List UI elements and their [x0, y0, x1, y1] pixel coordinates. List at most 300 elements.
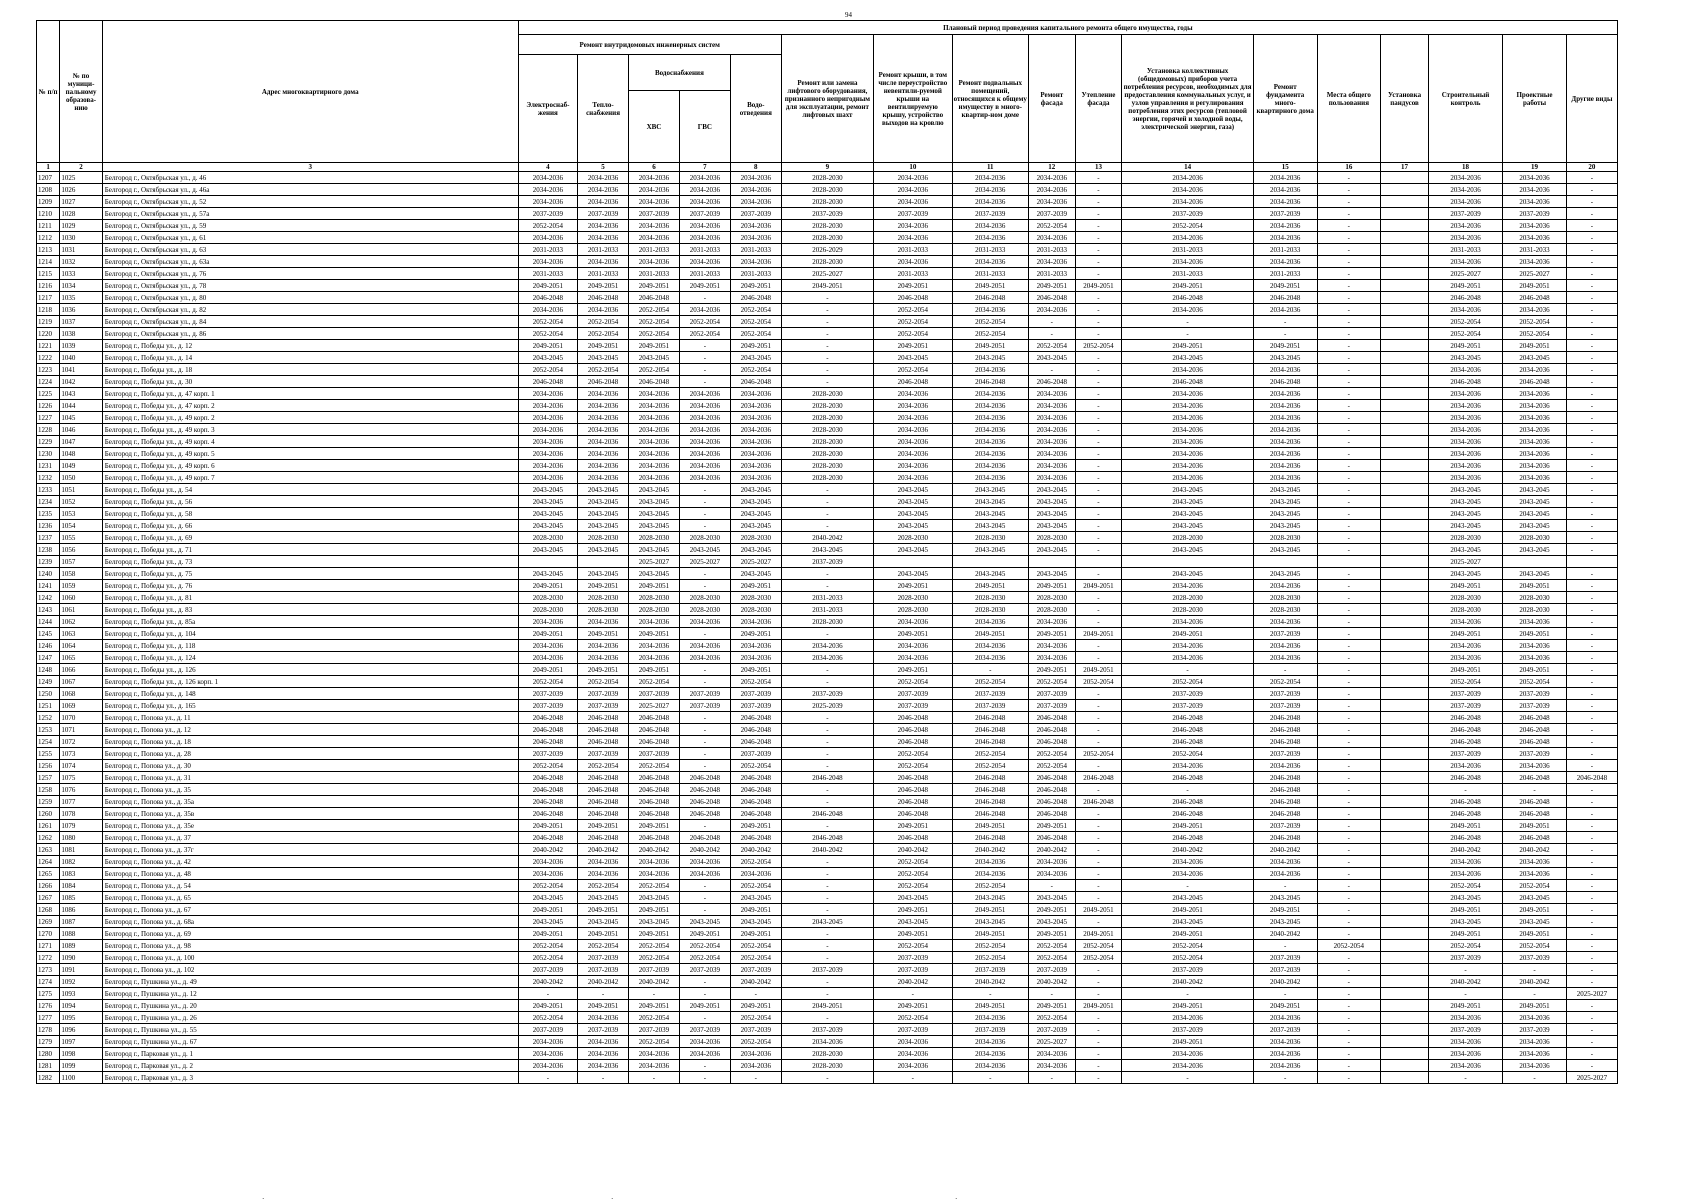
table-cell: 2031-2033: [1503, 244, 1567, 256]
table-cell: 1100: [60, 1072, 102, 1084]
table-cell: 2034-2036: [1253, 760, 1317, 772]
table-cell: 2031-2033: [952, 244, 1028, 256]
table-cell: 2049-2051: [952, 820, 1028, 832]
table-cell: -: [1075, 208, 1122, 220]
table-cell: 2034-2036: [1428, 424, 1502, 436]
table-cell: 1083: [60, 868, 102, 880]
table-cell: 2031-2033: [781, 592, 873, 604]
table-cell: 2043-2045: [578, 484, 629, 496]
table-cell: 2028-2030: [730, 604, 781, 616]
table-cell: 1280: [37, 1048, 60, 1060]
table-cell: 2034-2036: [1122, 652, 1254, 664]
table-cell: 2049-2051: [730, 580, 781, 592]
header-drainage: Водо-отведения: [730, 55, 781, 163]
scan-mark: ·: [611, 1195, 614, 1203]
table-cell: -: [1317, 1012, 1381, 1024]
table-cell: -: [1566, 352, 1617, 364]
table-cell: -: [679, 904, 730, 916]
table-cell: -: [1075, 472, 1122, 484]
table-cell: 2034-2036: [1122, 196, 1254, 208]
table-cell: 1077: [60, 796, 102, 808]
table-cell: 2034-2036: [730, 448, 781, 460]
table-cell: -: [1317, 328, 1381, 340]
table-row: [37, 376, 1618, 388]
table-cell: 2046-2048: [1428, 724, 1502, 736]
table-cell: -: [1317, 964, 1381, 976]
table-cell: 2040-2042: [1428, 976, 1502, 988]
table-cell: 2049-2051: [518, 340, 577, 352]
table-cell: 2034-2036: [518, 232, 577, 244]
table-cell: 2049-2051: [952, 580, 1028, 592]
table-cell: -: [1566, 712, 1617, 724]
table-cell: 2034-2036: [874, 232, 953, 244]
table-cell: 2046-2048: [578, 808, 629, 820]
table-cell: 2034-2036: [1028, 256, 1075, 268]
table-cell: 2034-2036: [518, 868, 577, 880]
table-cell: 2049-2051: [578, 628, 629, 640]
table-cell: [1381, 352, 1429, 364]
table-cell: 2046-2048: [730, 736, 781, 748]
table-cell: 2034-2036: [679, 412, 730, 424]
table-cell: -: [1566, 424, 1617, 436]
table-cell: -: [1317, 904, 1381, 916]
header-basement: Ремонт подвальных помещений, относящихся к общему имуществу в много-квартир-ном доме: [952, 35, 1028, 163]
table-cell: 2025-2027: [1566, 1072, 1617, 1084]
address-cell: Белгород г., Пушкина ул., д. 55: [102, 1024, 518, 1036]
table-cell: 2052-2054: [1028, 952, 1075, 964]
table-cell: 2046-2048: [1028, 292, 1075, 304]
table-cell: 2049-2051: [874, 628, 953, 640]
table-cell: 2052-2054: [1317, 940, 1381, 952]
table-cell: 2043-2045: [578, 916, 629, 928]
address-cell: Белгород г., Попова ул., д. 69: [102, 928, 518, 940]
table-row: [37, 928, 1618, 940]
table-cell: -: [1317, 220, 1381, 232]
table-cell: 2034-2036: [874, 472, 953, 484]
table-cell: 2034-2036: [730, 232, 781, 244]
table-cell: 2034-2036: [578, 640, 629, 652]
table-cell: 2040-2042: [518, 844, 577, 856]
table-cell: 2034-2036: [578, 232, 629, 244]
address-cell: Белгород г., Победы ул., д. 56: [102, 496, 518, 508]
table-cell: 2034-2036: [1503, 436, 1567, 448]
address-cell: Белгород г., Победы ул., д. 30: [102, 376, 518, 388]
table-cell: 2043-2045: [1503, 496, 1567, 508]
table-cell: 2040-2042: [1122, 976, 1254, 988]
table-cell: 2034-2036: [1122, 256, 1254, 268]
table-cell: 2034-2036: [518, 400, 577, 412]
table-cell: 2046-2048: [781, 808, 873, 820]
table-cell: 2034-2036: [1253, 1036, 1317, 1048]
table-cell: 2049-2051: [578, 280, 629, 292]
table-cell: 2049-2051: [629, 664, 680, 676]
table-cell: 2034-2036: [952, 196, 1028, 208]
table-cell: -: [781, 880, 873, 892]
table-cell: 2046-2048: [1253, 736, 1317, 748]
table-cell: -: [1317, 400, 1381, 412]
table-cell: [1381, 520, 1429, 532]
table-cell: -: [1075, 988, 1122, 1000]
address-cell: Белгород г., Попова ул., д. 11: [102, 712, 518, 724]
table-cell: 2034-2036: [1428, 388, 1502, 400]
table-cell: 2028-2030: [1122, 592, 1254, 604]
table-cell: 1028: [60, 208, 102, 220]
table-cell: 2034-2036: [952, 856, 1028, 868]
table-cell: -: [1075, 712, 1122, 724]
table-cell: 1271: [37, 940, 60, 952]
table-row: [37, 556, 1618, 568]
table-cell: 2052-2054: [874, 940, 953, 952]
table-cell: 2052-2054: [730, 1036, 781, 1048]
table-cell: -: [679, 508, 730, 520]
table-cell: 2034-2036: [1253, 580, 1317, 592]
table-cell: 2034-2036: [952, 868, 1028, 880]
table-cell: 2034-2036: [952, 172, 1028, 184]
table-row: [37, 964, 1618, 976]
table-row: [37, 796, 1618, 808]
table-cell: 2037-2039: [629, 748, 680, 760]
address-cell: Белгород г., Попова ул., д. 54: [102, 880, 518, 892]
table-cell: -: [952, 1072, 1028, 1084]
table-cell: 2046-2048: [874, 772, 953, 784]
table-cell: 2043-2045: [730, 484, 781, 496]
table-cell: 2049-2051: [1028, 904, 1075, 916]
table-cell: 2043-2045: [1503, 484, 1567, 496]
table-cell: 2046-2048: [874, 712, 953, 724]
table-cell: 2046-2048: [1122, 796, 1254, 808]
table-cell: [1381, 1060, 1429, 1072]
table-cell: 2037-2039: [1028, 1024, 1075, 1036]
table-cell: 2034-2036: [952, 304, 1028, 316]
table-cell: 2028-2030: [874, 604, 953, 616]
table-cell: -: [1075, 760, 1122, 772]
table-cell: -: [1566, 244, 1617, 256]
table-cell: 2052-2054: [874, 364, 953, 376]
table-cell: 1243: [37, 604, 60, 616]
table-cell: 1099: [60, 1060, 102, 1072]
table-cell: 2046-2048: [1503, 808, 1567, 820]
table-cell: 2037-2039: [730, 700, 781, 712]
table-cell: 2049-2051: [1428, 820, 1502, 832]
table-cell: -: [1566, 784, 1617, 796]
table-cell: -: [952, 988, 1028, 1000]
table-cell: 2034-2036: [1428, 304, 1502, 316]
table-cell: 2043-2045: [1428, 484, 1502, 496]
table-cell: 2052-2054: [1028, 748, 1075, 760]
table-cell: 1031: [60, 244, 102, 256]
table-cell: 2040-2042: [730, 844, 781, 856]
address-cell: Белгород г., Победы ул., д. 104: [102, 628, 518, 640]
table-cell: 2043-2045: [629, 496, 680, 508]
table-cell: 2043-2045: [629, 892, 680, 904]
table-cell: 1213: [37, 244, 60, 256]
address-cell: Белгород г., Победы ул., д. 14: [102, 352, 518, 364]
table-cell: 1229: [37, 436, 60, 448]
address-cell: Белгород г., Попова ул., д. 102: [102, 964, 518, 976]
table-cell: 2040-2042: [952, 976, 1028, 988]
table-cell: 2031-2033: [1122, 244, 1254, 256]
table-cell: 2034-2036: [1253, 1060, 1317, 1072]
table-cell: 2049-2051: [518, 628, 577, 640]
table-cell: 2037-2039: [578, 748, 629, 760]
table-cell: -: [1075, 736, 1122, 748]
table-cell: 1050: [60, 472, 102, 484]
table-cell: [1381, 460, 1429, 472]
header-other: Другие виды: [1566, 35, 1617, 163]
table-cell: 2034-2036: [874, 388, 953, 400]
table-cell: -: [1503, 784, 1567, 796]
table-cell: 2052-2054: [730, 364, 781, 376]
table-cell: 2046-2048: [730, 796, 781, 808]
table-cell: 2046-2048: [952, 808, 1028, 820]
table-cell: [1381, 184, 1429, 196]
table-row: [37, 736, 1618, 748]
table-cell: -: [1566, 736, 1617, 748]
table-cell: 2052-2054: [874, 328, 953, 340]
table-cell: 2043-2045: [518, 892, 577, 904]
table-cell: 2049-2051: [730, 280, 781, 292]
table-cell: 1234: [37, 496, 60, 508]
table-cell: 2040-2042: [1122, 844, 1254, 856]
table-cell: 2052-2054: [952, 676, 1028, 688]
table-cell: 2049-2051: [518, 580, 577, 592]
table-cell: 2052-2054: [1075, 340, 1122, 352]
table-cell: -: [1075, 520, 1122, 532]
table-cell: 2037-2039: [1253, 1024, 1317, 1036]
column-number: 2: [60, 163, 102, 172]
header-row-number: № п/п: [37, 21, 60, 163]
table-cell: 2028-2030: [578, 532, 629, 544]
table-cell: -: [1317, 976, 1381, 988]
table-cell: 1070: [60, 712, 102, 724]
table-cell: 2034-2036: [629, 196, 680, 208]
column-numbers-row: [37, 163, 1618, 172]
table-cell: 2028-2030: [1122, 604, 1254, 616]
table-cell: 2037-2039: [781, 964, 873, 976]
table-cell: 2034-2036: [629, 616, 680, 628]
table-cell: 2028-2030: [518, 604, 577, 616]
table-cell: -: [781, 748, 873, 760]
table-cell: 1254: [37, 736, 60, 748]
table-cell: -: [679, 352, 730, 364]
table-cell: 2052-2054: [874, 316, 953, 328]
table-cell: 2034-2036: [1028, 1048, 1075, 1060]
table-cell: -: [1075, 424, 1122, 436]
table-row: [37, 1000, 1618, 1012]
table-cell: 2046-2048: [952, 724, 1028, 736]
table-cell: -: [1566, 184, 1617, 196]
address-cell: Белгород г., Победы ул., д. 12: [102, 340, 518, 352]
table-cell: -: [1317, 412, 1381, 424]
table-cell: -: [1566, 532, 1617, 544]
table-cell: 2049-2051: [730, 1000, 781, 1012]
table-cell: 2052-2054: [1122, 676, 1254, 688]
table-row: [37, 628, 1618, 640]
table-row: [37, 1060, 1618, 1072]
table-cell: 2052-2054: [518, 760, 577, 772]
table-cell: 2046-2048: [1028, 376, 1075, 388]
table-cell: [1381, 784, 1429, 796]
table-cell: 2037-2039: [629, 964, 680, 976]
address-cell: Белгород г., Победы ул., д. 47 корп. 1: [102, 388, 518, 400]
table-cell: 2046-2048: [518, 736, 577, 748]
table-cell: 2034-2036: [1253, 232, 1317, 244]
table-cell: 2028-2030: [781, 1048, 873, 1060]
table-cell: 2034-2036: [1428, 256, 1502, 268]
table-cell: 1097: [60, 1036, 102, 1048]
address-cell: Белгород г., Попова ул., д. 28: [102, 748, 518, 760]
table-cell: -: [1317, 232, 1381, 244]
table-cell: 1245: [37, 628, 60, 640]
table-cell: -: [1317, 244, 1381, 256]
table-row: [37, 712, 1618, 724]
table-row: [37, 592, 1618, 604]
table-cell: 1086: [60, 904, 102, 916]
table-cell: -: [1566, 544, 1617, 556]
table-cell: 2031-2033: [629, 268, 680, 280]
table-cell: 2034-2036: [952, 640, 1028, 652]
table-cell: 1045: [60, 412, 102, 424]
table-cell: -: [1566, 952, 1617, 964]
table-cell: 2034-2036: [629, 256, 680, 268]
table-cell: 1227: [37, 412, 60, 424]
address-cell: Белгород г., Попова ул., д. 18: [102, 736, 518, 748]
table-cell: 1089: [60, 940, 102, 952]
table-cell: 2034-2036: [1253, 304, 1317, 316]
table-cell: 2046-2048: [518, 796, 577, 808]
table-cell: 2049-2051: [1503, 580, 1567, 592]
table-cell: 2028-2030: [1253, 532, 1317, 544]
table-cell: 2052-2054: [518, 328, 577, 340]
table-cell: 2034-2036: [518, 256, 577, 268]
table-row: [37, 172, 1618, 184]
table-cell: 2040-2042: [1428, 844, 1502, 856]
table-cell: 2034-2036: [952, 652, 1028, 664]
table-cell: -: [1075, 412, 1122, 424]
table-cell: [1381, 568, 1429, 580]
table-cell: 2046-2048: [730, 724, 781, 736]
table-cell: 2034-2036: [578, 1036, 629, 1048]
table-cell: [1381, 424, 1429, 436]
table-cell: 2034-2036: [1503, 220, 1567, 232]
address-cell: Белгород г., Октябрьская ул., д. 52: [102, 196, 518, 208]
table-cell: -: [1317, 520, 1381, 532]
table-cell: 2034-2036: [874, 424, 953, 436]
table-cell: 1025: [60, 172, 102, 184]
table-cell: -: [781, 508, 873, 520]
table-cell: 2034-2036: [730, 1048, 781, 1060]
table-cell: 2052-2054: [1428, 316, 1502, 328]
table-cell: 2043-2045: [629, 352, 680, 364]
table-cell: [1381, 712, 1429, 724]
table-cell: [1381, 808, 1429, 820]
table-cell: 2052-2054: [679, 328, 730, 340]
table-cell: 2046-2048: [1028, 832, 1075, 844]
table-cell: 2046-2048: [874, 808, 953, 820]
table-cell: 2028-2030: [952, 592, 1028, 604]
table-cell: 2034-2036: [952, 232, 1028, 244]
table-cell: 1264: [37, 856, 60, 868]
table-cell: [1381, 1012, 1429, 1024]
table-cell: 2034-2036: [952, 400, 1028, 412]
table-cell: -: [1317, 892, 1381, 904]
table-cell: -: [1317, 724, 1381, 736]
table-cell: 2049-2051: [1122, 1036, 1254, 1048]
table-cell: 2043-2045: [629, 568, 680, 580]
table-cell: 2025-2027: [1503, 268, 1567, 280]
table-cell: 1084: [60, 880, 102, 892]
table-cell: 2046-2048: [1428, 736, 1502, 748]
table-cell: 2037-2039: [781, 1024, 873, 1036]
table-row: [37, 616, 1618, 628]
table-cell: 2034-2036: [679, 868, 730, 880]
table-cell: 2031-2033: [679, 244, 730, 256]
table-cell: 2031-2033: [518, 244, 577, 256]
table-cell: 2034-2036: [1122, 1048, 1254, 1060]
table-cell: 2034-2036: [578, 1012, 629, 1024]
address-cell: Белгород г., Победы ул., д. 148: [102, 688, 518, 700]
table-cell: 2046-2048: [1075, 796, 1122, 808]
table-cell: [1381, 1048, 1429, 1060]
table-cell: 1240: [37, 568, 60, 580]
table-cell: 2034-2036: [1503, 400, 1567, 412]
table-cell: 2046-2048: [629, 736, 680, 748]
table-cell: 2034-2036: [952, 1036, 1028, 1048]
table-cell: 2034-2036: [1503, 1012, 1567, 1024]
table-cell: 1237: [37, 532, 60, 544]
table-cell: 2052-2054: [518, 952, 577, 964]
address-cell: Белгород г., Октябрьская ул., д. 82: [102, 304, 518, 316]
table-cell: -: [1075, 616, 1122, 628]
table-cell: 2034-2036: [679, 1036, 730, 1048]
table-cell: 2028-2030: [1503, 592, 1567, 604]
table-cell: 2046-2048: [518, 292, 577, 304]
table-cell: 2034-2036: [679, 436, 730, 448]
table-cell: 2034-2036: [679, 424, 730, 436]
table-cell: 2034-2036: [1122, 1012, 1254, 1024]
table-cell: 2046-2048: [1122, 724, 1254, 736]
table-cell: [1381, 376, 1429, 388]
table-cell: 2049-2051: [1028, 928, 1075, 940]
table-cell: 2034-2036: [518, 196, 577, 208]
table-cell: 2028-2030: [1503, 604, 1567, 616]
table-cell: 2046-2048: [1428, 772, 1502, 784]
table-cell: 2052-2054: [952, 880, 1028, 892]
table-cell: 2037-2039: [1503, 1024, 1567, 1036]
table-cell: 2034-2036: [518, 652, 577, 664]
table-cell: -: [781, 1072, 873, 1084]
table-cell: 2034-2036: [730, 400, 781, 412]
table-cell: -: [781, 376, 873, 388]
table-cell: 2052-2054: [518, 364, 577, 376]
table-row: [37, 748, 1618, 760]
table-cell: 2046-2048: [1253, 832, 1317, 844]
table-cell: 1211: [37, 220, 60, 232]
table-cell: 2028-2030: [629, 592, 680, 604]
table-cell: 2025-2027: [781, 268, 873, 280]
address-cell: Белгород г., Попова ул., д. 98: [102, 940, 518, 952]
table-cell: -: [781, 988, 873, 1000]
table-cell: 2034-2036: [1028, 436, 1075, 448]
table-cell: 2043-2045: [1503, 352, 1567, 364]
table-cell: 2049-2051: [874, 820, 953, 832]
table-cell: 2037-2039: [578, 208, 629, 220]
table-cell: 2052-2054: [952, 328, 1028, 340]
table-row: [37, 292, 1618, 304]
table-cell: 2034-2036: [1253, 388, 1317, 400]
table-cell: 2046-2048: [578, 796, 629, 808]
table-cell: 2049-2051: [1122, 340, 1254, 352]
